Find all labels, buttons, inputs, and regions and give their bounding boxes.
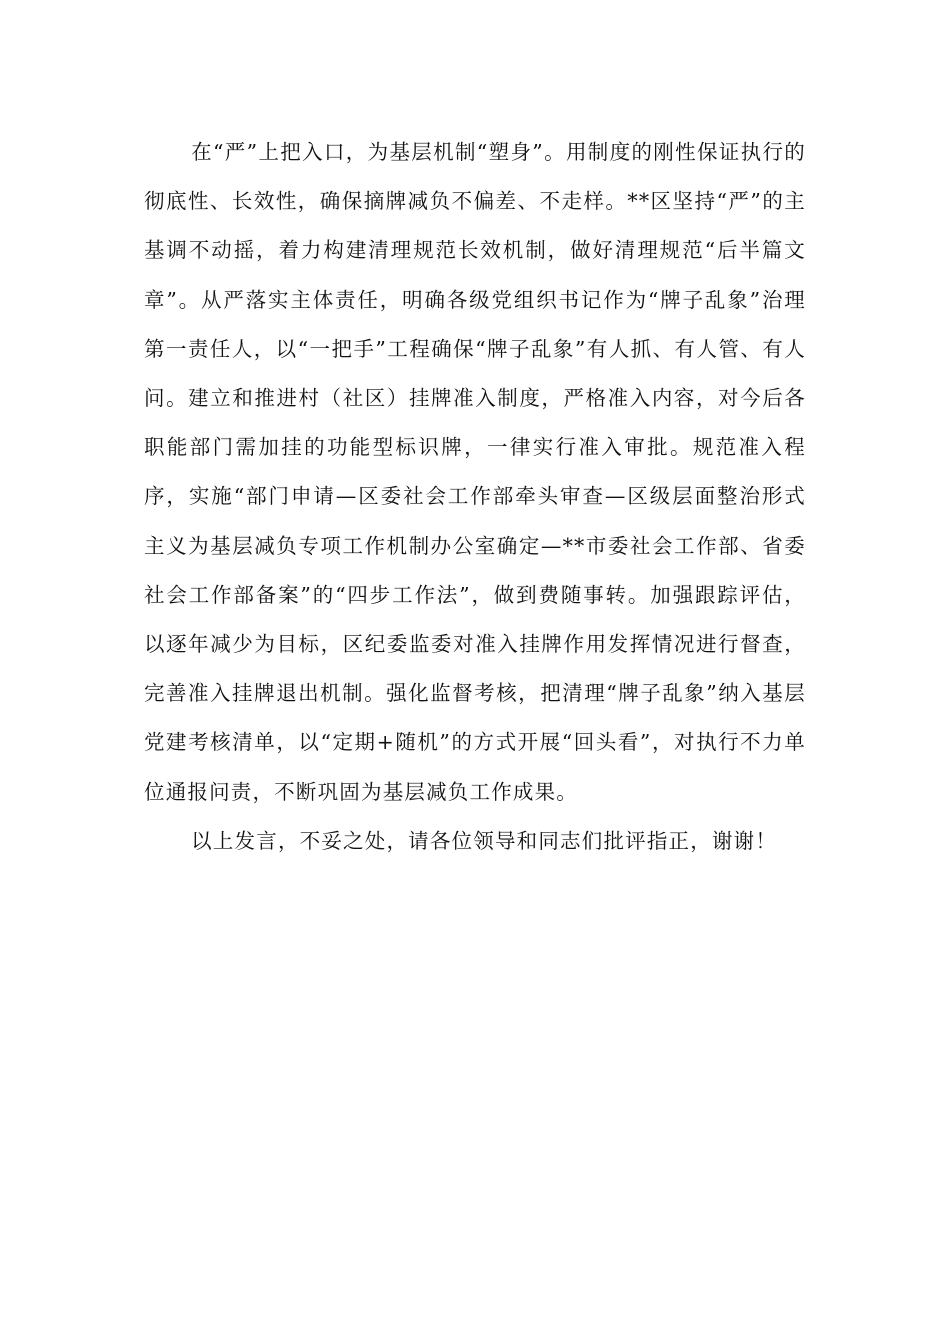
paragraph-main: 在“严”上把入口，为基层机制“塑身”。用制度的刚性保证执行的彻底性、长效性，确保摘牌减负不偏差、不走样。**区坚持“严”的主基调不动摇，着力构建清理规范长效机制，做好清理规范“后半篇文章”。从严落实主体责任，明确各级党组织书记作为“牌子乱象”治理第一责任人，以“一把手”工程确保“牌子乱象”有人抓、有人管、有人问。建立和推进村（社区）挂牌准入制度，严格准入内容，对今后各职能部门需加挂的功能型标识牌，一律实行准入审批。规范准入程序，实施“部门申请—区委社会工作部牵头审查—区级层面整治形式主义为基层减负专项工作机制办公室确定—**市委社会工作部、省委社会工作部备案”的“四步工作法”，做到费随事转。加强跟踪评估，以逐年减少为目标，区纪委监委对准入挂牌作用发挥情况进行督查，完善准入挂牌退出机制。强化监督考核，把清理“牌子乱象”纳入基层党建考核清单，以“定期+随机”的方式开展“回头看”，对执行不力单位通报问责，不断巩固为基层减负工作成果。 bbox=[144, 140, 806, 804]
document-body bbox=[144, 128, 806, 866]
paragraph-closing: 以上发言，不妥之处，请各位领导和同志们批评指正，谢谢！ bbox=[191, 828, 778, 853]
